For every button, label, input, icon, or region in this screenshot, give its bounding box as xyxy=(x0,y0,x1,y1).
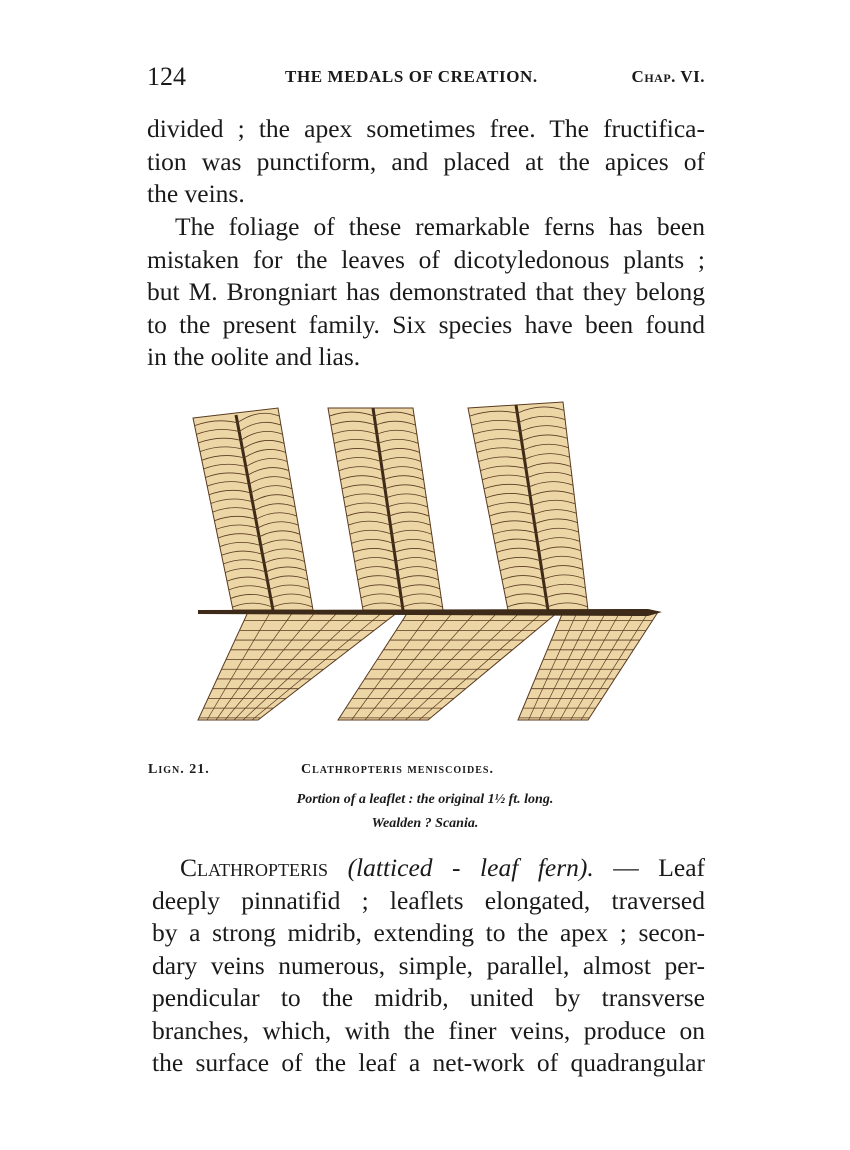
figure-species-name: Clathropteris meniscoides. xyxy=(301,762,494,777)
paragraph-2 xyxy=(147,211,705,374)
text-line: to the present family. Six species have been found xyxy=(147,309,705,339)
paragraph-3 xyxy=(152,852,705,1080)
text-line: The foliage of these remarkable ferns has been xyxy=(175,212,705,241)
fern-leaflet-illustration xyxy=(188,400,668,725)
genus-gloss: (latticed - leaf fern). xyxy=(347,853,594,882)
leaflet xyxy=(328,408,443,610)
text-line: tion was punctiform, and placed at the apices of xyxy=(147,146,705,176)
running-header xyxy=(147,60,705,94)
text-line: but M. Brongniart has demonstrated that they belong xyxy=(147,277,705,306)
figure-locality: Wealden ? Scania. xyxy=(371,816,479,831)
figure-label-row xyxy=(148,762,708,784)
paragraph-1 xyxy=(147,113,705,211)
running-title: THE MEDALS OF CREATION. xyxy=(285,67,538,86)
genus-name: Clathropteris xyxy=(180,853,329,882)
text-line: pendicular to the midrib, united by transverse xyxy=(152,983,705,1012)
figure-caption: Portion of a leaflet : the original 1½ ft. long. xyxy=(296,792,554,807)
text-line: in the oolite and lias. xyxy=(147,342,361,371)
text-line: deeply pinnatifid ; leaflets elongated, traversed xyxy=(152,885,705,915)
figure-number: Lign. 21. xyxy=(148,762,210,777)
text-line: dary veins numerous, simple, parallel, almost per- xyxy=(152,950,705,980)
leaflet xyxy=(468,402,588,610)
chapter-label: Chap. VI. xyxy=(631,67,705,86)
line-rest: — Leaf xyxy=(593,853,706,882)
text-line xyxy=(152,852,705,885)
text-line: by a strong midrib, extending to the apex ; secon- xyxy=(152,918,705,947)
text-line: branches, which, with the finer veins, produce on xyxy=(152,1015,705,1045)
text-line: divided ; the apex sometimes free. The fructifica- xyxy=(147,114,705,143)
text-line: the surface of the leaf a net-work of quadrangular xyxy=(152,1048,705,1077)
text-line: the veins. xyxy=(147,179,245,208)
text-line: mistaken for the leaves of dicotyledonous plants ; xyxy=(147,244,705,274)
page-number: 124 xyxy=(147,62,186,91)
